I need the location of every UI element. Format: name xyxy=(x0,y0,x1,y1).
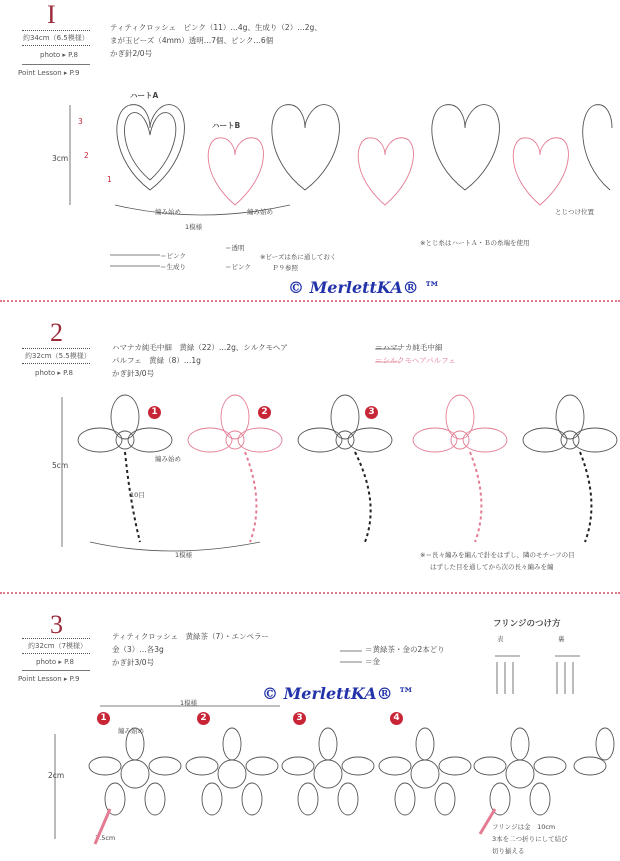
section-number: 2 xyxy=(50,318,63,347)
materials-line-3: かぎ針2/0号 xyxy=(110,49,153,58)
materials-line-2: まが玉ビーズ（4mm）透明…7個、ピンク…6個 xyxy=(110,36,274,45)
fringe-note-3: 切り揃える xyxy=(492,847,525,855)
section-number: I xyxy=(47,0,56,29)
step-badge-4: 4 xyxy=(390,712,403,725)
legend-pink-bead: ＝ピンク xyxy=(225,263,251,271)
step-1: 1 xyxy=(107,175,112,184)
length-label: 3.5cm xyxy=(95,834,116,842)
legend-pink: ＝ピンク xyxy=(160,252,186,260)
legend-2: ＝シルクモヘアパルフェ xyxy=(375,356,456,365)
start-label: 編み始め xyxy=(155,455,181,463)
step-badge-3: 3 xyxy=(365,406,378,419)
heart-a-4 xyxy=(583,105,612,190)
step-badge-3: 3 xyxy=(293,712,306,725)
materials-line-2: パルフェ 黄緑（8）…1g xyxy=(112,356,201,365)
fringe-note-1: フリンジは金 10cm xyxy=(492,823,556,831)
legend-2: ＝金 xyxy=(365,657,380,666)
legend-clear-bead: ＝透明 xyxy=(225,244,245,252)
legend-white: ＝生成り xyxy=(160,263,186,271)
join-position: とじつけ位置 xyxy=(555,208,594,216)
heart-a-1 xyxy=(117,105,185,190)
note-line-1: ※＝長々編みを編んで針をはずし、隣のモチーフの目 xyxy=(420,551,575,559)
star-chart xyxy=(0,594,620,861)
start-label-a: 編み始め xyxy=(155,208,181,216)
repeat-label: 1模様 xyxy=(175,551,193,559)
photo-ref: photo ▸ P.8 xyxy=(35,369,73,377)
fringe-front: 表 xyxy=(497,635,504,643)
size-label: 約34cm（6.5模様） xyxy=(23,34,89,42)
heart-b-3 xyxy=(513,138,568,205)
section-1 xyxy=(0,0,620,300)
heart-b-2 xyxy=(358,138,413,205)
materials-line-3: かぎ針3/0号 xyxy=(112,658,155,667)
legend-1: ＝ハマナカ純毛中細 xyxy=(375,343,443,352)
heart-a-3 xyxy=(432,105,500,190)
step-badge-2: 2 xyxy=(197,712,210,725)
bead-note: ※ビーズは糸に通しておく xyxy=(260,253,337,261)
heart-b-label: ハートB xyxy=(212,121,241,130)
start-label: 編み始め xyxy=(118,727,144,735)
photo-ref: photo ▸ P.8 xyxy=(36,658,74,666)
repeat-label: 1模様 xyxy=(185,223,203,231)
tenth-stitch: 10目 xyxy=(130,491,145,499)
note-line-2: はずした目を通してから次の長々編みを編 xyxy=(430,563,554,571)
height-label: 5cm xyxy=(52,461,69,470)
section-number: 3 xyxy=(50,610,63,639)
point-ref: Point Lesson ▸ P.9 xyxy=(18,69,80,77)
materials-line-2: 金（3）…各3g xyxy=(112,645,164,654)
materials-line-1: ハマナカ純毛中細 黄緑（22）…2g、シルクモヘア xyxy=(112,343,288,352)
point-ref: Point Lesson ▸ P.9 xyxy=(18,675,80,683)
watermark: © MerlettKA® ™ xyxy=(262,684,415,703)
fringe-title: フリンジのつけ方 xyxy=(493,619,561,629)
size-label: 約32cm（7模様） xyxy=(28,642,88,650)
bead-ref: Ｐ９参照 xyxy=(272,264,298,272)
materials-line-1: ティティクロッシェ 黄緑茶（7）・エンペラー xyxy=(112,632,270,641)
step-badge-1: 1 xyxy=(97,712,110,725)
size-label: 約32cm（5.5模様） xyxy=(25,352,91,360)
start-label-b: 編み始め xyxy=(247,208,273,216)
heart-a-label: ハートA xyxy=(130,91,159,100)
photo-ref: photo ▸ P.8 xyxy=(40,51,78,59)
step-badge-2: 2 xyxy=(258,406,271,419)
repeat-label: 1模様 xyxy=(180,699,198,707)
step-3: 3 xyxy=(78,117,83,126)
step-2: 2 xyxy=(84,151,89,160)
heart-a-2 xyxy=(272,105,340,190)
legend-1: ＝黄緑茶・金の2本どり xyxy=(365,645,445,654)
tie-note: ※とじ糸はハートＡ・Ｂの糸端を使用 xyxy=(420,239,530,247)
height-label: 3cm xyxy=(52,154,69,163)
section-2 xyxy=(0,302,620,592)
fringe-note-2: 3本を二つ折りにして結び xyxy=(492,835,568,843)
flower-chart xyxy=(0,302,620,592)
section-3 xyxy=(0,594,620,861)
materials-line-1: ティティクロッシェ ピンク（11）…4g、生成り（2）…2g、 xyxy=(110,23,322,32)
heart-b-1 xyxy=(208,138,263,205)
materials-line-3: かぎ針3/0号 xyxy=(112,369,155,378)
fringe-back: 裏 xyxy=(558,635,565,643)
height-label: 2cm xyxy=(48,771,65,780)
step-badge-1: 1 xyxy=(148,406,161,419)
watermark: © MerlettKA® ™ xyxy=(288,278,441,297)
